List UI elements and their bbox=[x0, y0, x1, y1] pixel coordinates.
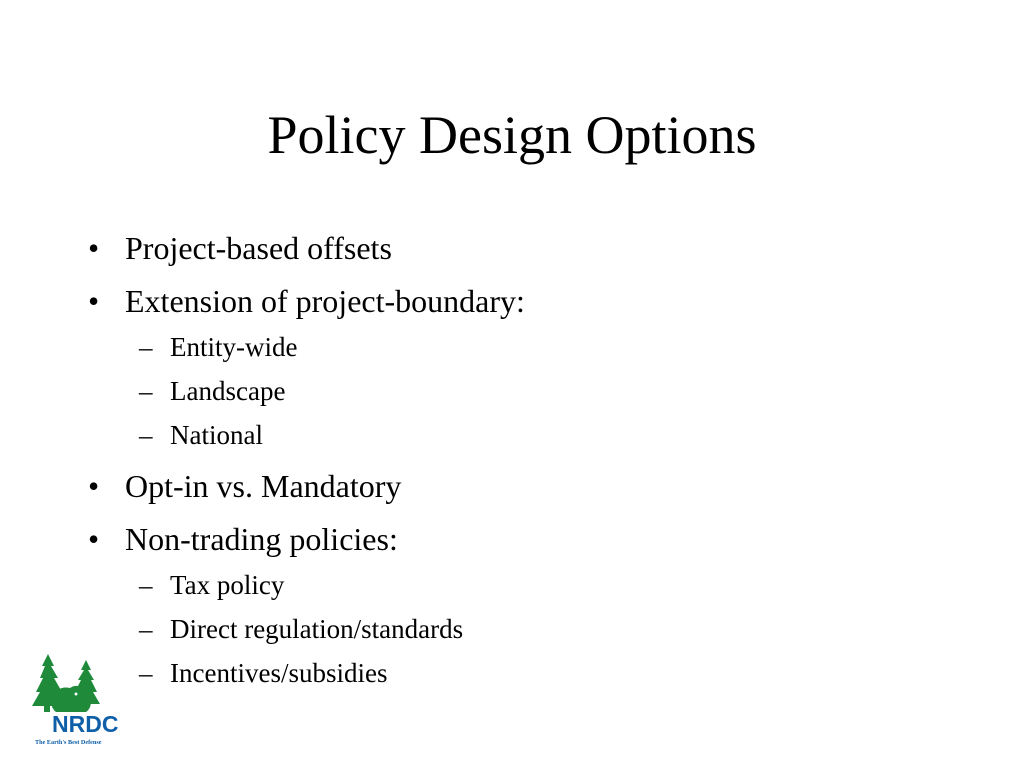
sub-bullet-marker: – bbox=[139, 658, 153, 688]
tree-icon bbox=[72, 660, 100, 710]
sub-bullet-item bbox=[88, 327, 968, 367]
bullet-text: Non-trading policies: bbox=[125, 521, 398, 557]
sub-bullet-text: National bbox=[170, 420, 263, 450]
bullet-item bbox=[88, 517, 968, 561]
bullet-marker: • bbox=[88, 468, 100, 504]
bullet-text: Extension of project-boundary: bbox=[125, 283, 525, 319]
sub-bullet-marker: – bbox=[139, 332, 153, 362]
logo-wordmark: NRDC bbox=[52, 711, 119, 737]
bullet-marker: • bbox=[88, 521, 100, 557]
bullet-item bbox=[88, 226, 968, 270]
sub-bullet-marker: – bbox=[139, 420, 153, 450]
slide-title: Policy Design Options bbox=[267, 105, 757, 165]
sub-bullet-marker: – bbox=[139, 376, 153, 406]
sub-bullet-text: Tax policy bbox=[170, 570, 285, 600]
bullet-list bbox=[88, 226, 968, 693]
sub-bullet-item bbox=[88, 415, 968, 455]
sub-bullet-item bbox=[88, 565, 968, 605]
bullet-item bbox=[88, 464, 968, 508]
sub-bullet-marker: – bbox=[139, 614, 153, 644]
bullet-marker: • bbox=[88, 283, 100, 319]
bullet-text: Opt-in vs. Mandatory bbox=[125, 468, 402, 504]
logo-tagline: The Earth's Best Defense bbox=[35, 739, 102, 746]
sub-bullet-item bbox=[88, 609, 968, 649]
nrdc-logo-graphic bbox=[30, 652, 134, 748]
nrdc-logo bbox=[30, 652, 134, 748]
sub-bullet-item bbox=[88, 371, 968, 411]
sub-bullet-text: Direct regulation/standards bbox=[170, 614, 464, 644]
bullet-item bbox=[88, 279, 968, 323]
sub-bullet-item bbox=[88, 653, 968, 693]
sub-bullet-text: Incentives/subsidies bbox=[170, 658, 388, 688]
sub-bullet-text: Entity-wide bbox=[170, 332, 298, 362]
bullet-marker: • bbox=[88, 230, 100, 266]
sub-bullet-text: Landscape bbox=[170, 376, 286, 406]
bullet-text: Project-based offsets bbox=[125, 230, 392, 266]
sub-bullet-marker: – bbox=[139, 570, 153, 600]
